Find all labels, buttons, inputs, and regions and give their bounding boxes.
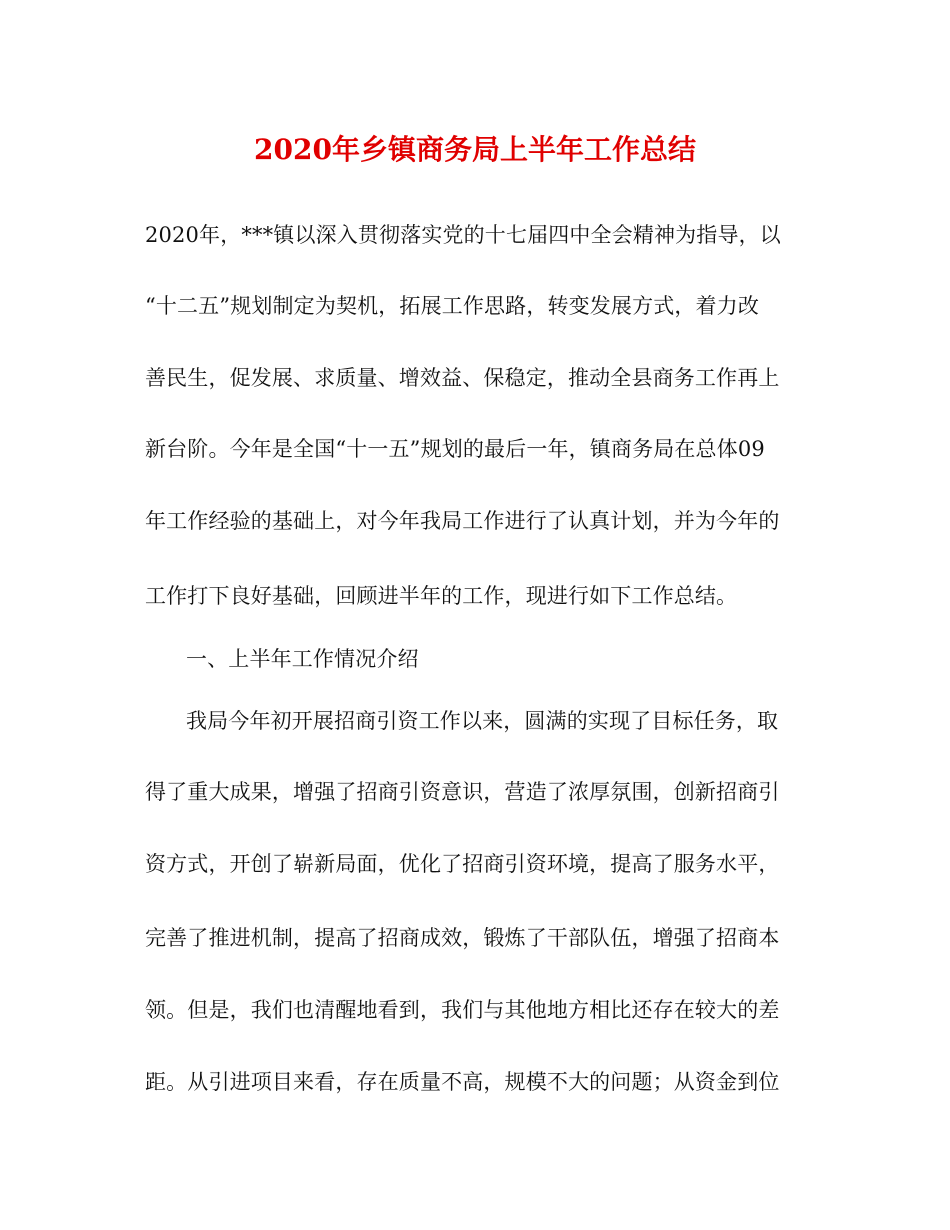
section-heading: 一、上半年工作情况介绍 bbox=[186, 647, 419, 671]
paragraph-line: 新台阶。今年是全国“十一五”规划的最后一年，镇商务局在总体09 bbox=[145, 437, 765, 461]
paragraph-line: “十二五”规划制定为契机，拓展工作思路，转变发展方式，着力改 bbox=[145, 294, 759, 318]
paragraph-line: 领。但是，我们也清醒地看到，我们与其他地方相比还存在较大的差 bbox=[145, 998, 780, 1022]
paragraph-line: 资方式，开创了崭新局面，优化了招商引资环境，提高了服务水平， bbox=[145, 852, 780, 876]
paragraph-line: 年工作经验的基础上，对今年我局工作进行了认真计划，并为今年的 bbox=[145, 509, 780, 533]
paragraph-line: 我局今年初开展招商引资工作以来，圆满的实现了目标任务，取 bbox=[186, 709, 779, 733]
paragraph-line: 距。从引进项目来看，存在质量不高，规模不大的问题；从资金到位 bbox=[145, 1070, 780, 1094]
document-title: 2020年乡镇商务局上半年工作总结 bbox=[254, 133, 696, 166]
paragraph-line: 2020年，***镇以深入贯彻落实党的十七届四中全会精神为指导，以 bbox=[145, 223, 781, 247]
paragraph-line: 完善了推进机制，提高了招商成效，锻炼了干部队伍，增强了招商本 bbox=[145, 926, 780, 950]
paragraph-line: 善民生，促发展、求质量、增效益、保稳定，推动全县商务工作再上 bbox=[145, 366, 780, 390]
paragraph-line: 工作打下良好基础，回顾进半年的工作，现进行如下工作总结。 bbox=[145, 584, 738, 608]
paragraph-line: 得了重大成果，增强了招商引资意识，营造了浓厚氛围，创新招商引 bbox=[145, 780, 780, 804]
